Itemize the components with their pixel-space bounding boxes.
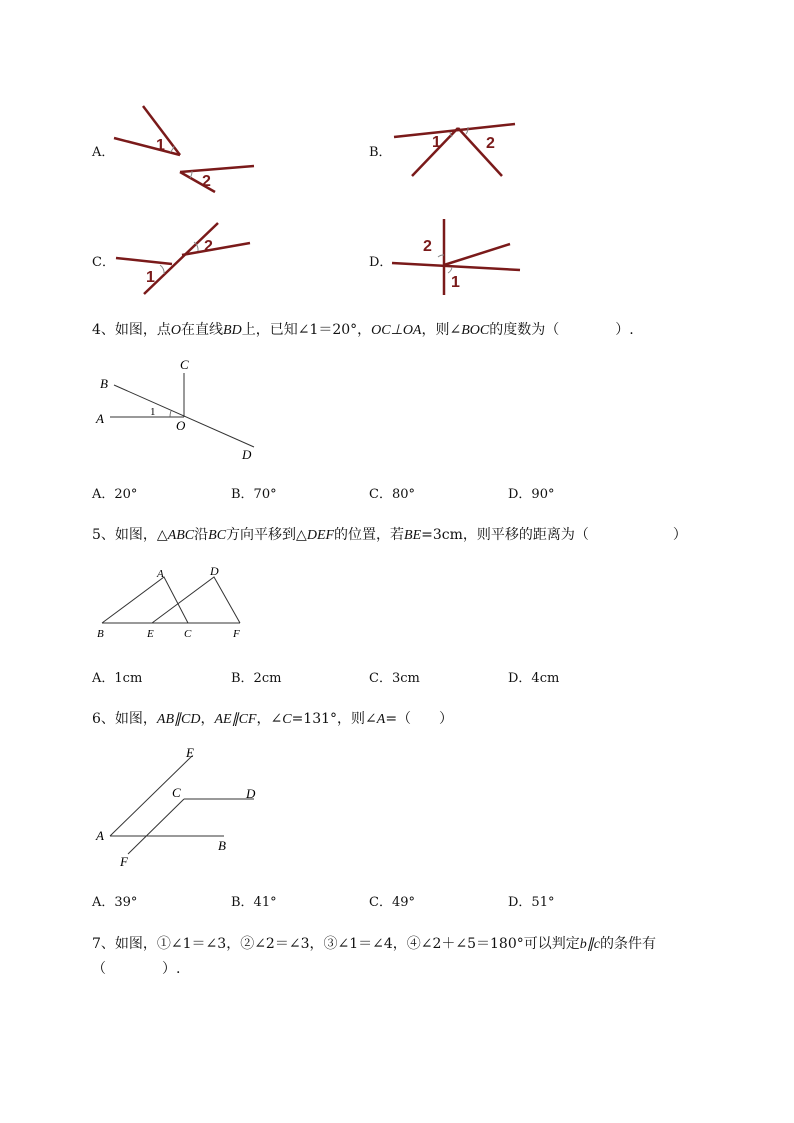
point-c: C — [172, 785, 181, 800]
point-f: F — [120, 854, 128, 869]
point-d: D — [210, 565, 219, 578]
option-c: C．3cm — [369, 671, 420, 686]
q3-figure-c — [112, 218, 257, 298]
point-c: C — [184, 628, 192, 640]
point-b: B — [100, 376, 108, 391]
option-c: C．49° — [369, 895, 415, 910]
question-number: 5、 — [92, 527, 115, 543]
q5-figure — [92, 565, 252, 643]
question-number: 7、 — [92, 936, 115, 952]
point-a: A — [96, 411, 104, 426]
option-b: B．2cm — [231, 671, 282, 686]
q4-stem: 4、如图，点O在直线BD上，已知∠1＝20°，OC⊥OA，则∠BOC的度数为（ ）. — [92, 322, 634, 338]
angle-label-2: 2 — [202, 173, 211, 190]
point-d: D — [242, 447, 252, 462]
angle-label-1: 1 — [432, 134, 441, 151]
angle-label-2: 2 — [486, 135, 495, 152]
option-b: B．70° — [231, 487, 277, 502]
question-number: 6、 — [92, 711, 115, 727]
point-b: B — [97, 628, 104, 640]
option-label: A． — [92, 145, 115, 160]
angle-label-1: 1 — [146, 269, 155, 286]
angle-label-2: 2 — [423, 238, 432, 255]
q5-stem: 5、如图，△ABC沿BC方向平移到△DEF的位置，若BE=3cm，则平移的距离为（ ） — [92, 527, 687, 543]
angle-label-1: 1 — [451, 274, 460, 291]
option-a: A．39° — [92, 895, 138, 910]
q3-figure-b — [390, 115, 525, 185]
point-a: A — [96, 828, 104, 843]
option-c: C．80° — [369, 487, 415, 502]
angle-label-2: 2 — [204, 238, 213, 255]
q3-figure-a — [108, 100, 268, 195]
option-label: B． — [369, 145, 392, 160]
point-a: A — [157, 568, 164, 580]
angle-label-1: 1 — [156, 137, 165, 154]
q6-stem: 6、如图，AB∥CD，AE∥CF，∠C=131°，则∠A=（ ） — [92, 711, 454, 727]
option-a: A．20° — [92, 487, 138, 502]
question-number: 4、 — [92, 322, 115, 338]
point-e: E — [147, 628, 154, 640]
point-o: O — [176, 418, 186, 433]
point-c: C — [180, 357, 189, 372]
option-label: D． — [369, 255, 393, 270]
option-b: B．41° — [231, 895, 277, 910]
option-d: D．51° — [508, 895, 555, 910]
q4-figure — [92, 355, 272, 465]
option-a: A．1cm — [92, 671, 143, 686]
point-f: F — [233, 628, 240, 640]
point-e: E — [186, 745, 194, 760]
angle-label-1: 1 — [150, 406, 156, 418]
option-label: C． — [92, 255, 115, 270]
point-d: D — [246, 786, 256, 801]
q7-stem: 7、如图，①∠1＝∠3，②∠2＝∠3，③∠1＝∠4，④∠2＋∠5＝180°可以判定b∥c的条件有 — [92, 936, 656, 952]
q6-figure — [92, 742, 267, 872]
point-b: B — [218, 838, 226, 853]
option-d: D．90° — [508, 487, 555, 502]
q7-answer-blank: （ ）. — [92, 961, 181, 977]
option-d: D．4cm — [508, 671, 560, 686]
q3-figure-d — [390, 215, 525, 300]
